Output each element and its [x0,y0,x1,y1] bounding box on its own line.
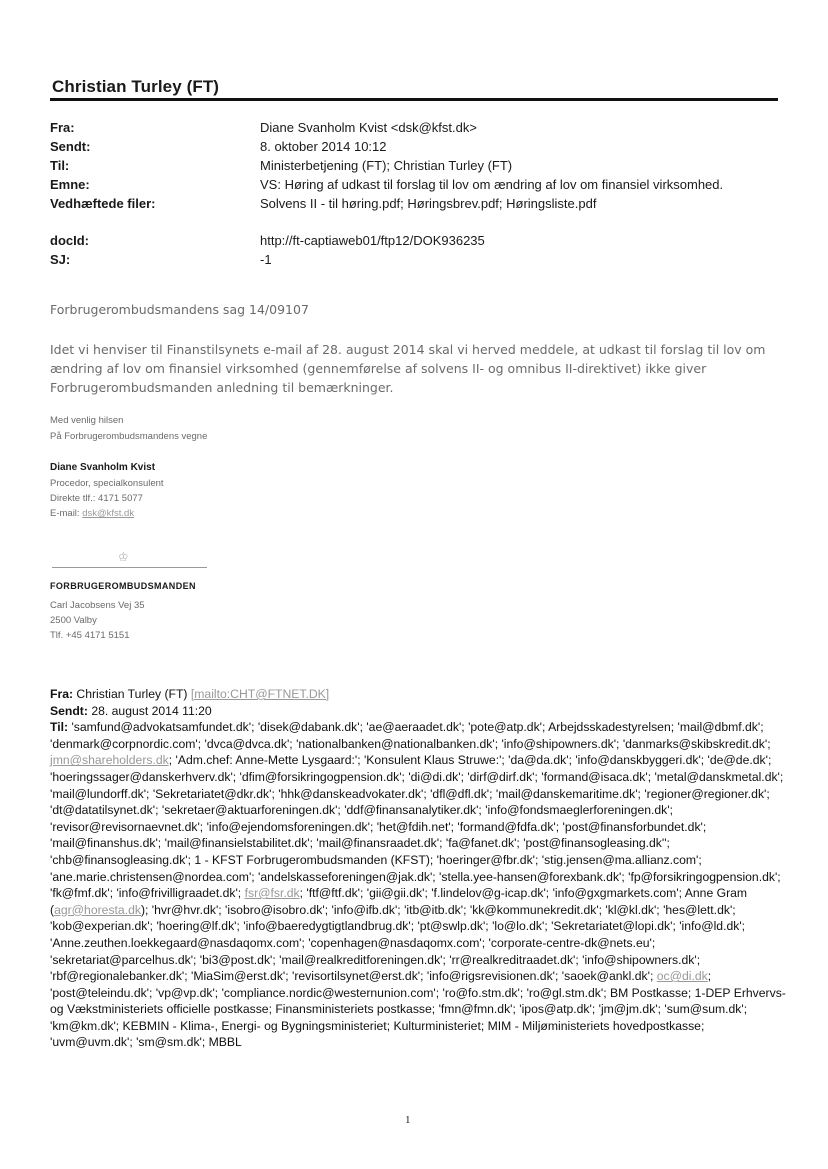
header-label: Fra: [50,120,75,135]
greeting-line-1: Med venlig hilsen [50,415,124,426]
crown-icon: ♔ [118,550,129,564]
address-city: 2500 Valby [50,615,97,626]
header-label: Emne: [50,177,90,192]
fwd-sent-label: Sendt: [50,703,88,718]
fwd-from-label: Fra: [50,687,74,701]
signature-block [50,476,164,521]
signature-email-label: E-mail: [50,508,80,519]
header-value: Diane Svanholm Kvist <dsk@kfst.dk> [260,120,477,135]
fwd-to-text-2: ; 'Adm.chef: Anne-Mette Lysgaard:'; 'Konsulent Klaus Struwe:'; 'da@da.dk'; 'info@danskbyggeri.dk'; 'de@de.dk'; 'hoeringssager@danskerhverv.dk'; 'dfim@forsikringogpension.dk'; 'di@di.dk'; 'dirf@dirf.dk'; 'formand@isaca.dk'; 'metal@danskmetal.dk'; 'mail@lundorff.dk'; 'Sekretariatet@dkr.dk'; 'hhk@danskeadvokater.dk'; 'dfl@dfl.dk'; 'mail@danskemaritime.dk'; 'regioner@regioner.dk'; 'dt@datatilsynet.dk'; 'sekretaer@aktuarforeningen.dk'; 'ddf@finansanalytiker.dk'; 'info@fondsmaeglerforeningen.dk'; 'revisor@revisornaevnet.dk'; 'info@ejendomsforeningen.dk'; 'het@fdih.net'; 'formand@fdfa.dk'; 'post@finansforbundet.dk'; 'mail@finanshus.dk'; 'mail@finansielstabilitet.dk'; 'mail@finansraadet.dk'; 'fa@fanet.dk'; 'post@finansogleasing.dk''; 'chb@finansogleasing.dk'; 1 - KFST Forbrugerombudsmanden (KFST); 'hoeringer@fbr.dk'; 'stig.jensen@ma.allianz.com'; 'ane.marie.christensen@nordea.com'; 'andelskasseforeningen@jak.dk'; 'stella.yee-hansen@forexbank.dk'; 'fp@forsikringogpension.dk'; 'fk@fmf.dk'; 'info@frivilligraadet.dk'; [50,753,784,901]
signature-email-row [50,506,164,521]
fwd-to-link-4[interactable]: oc@di.dk [656,969,708,984]
case-reference: Forbrugerombudsmandens sag 14/09107 [50,302,309,317]
fwd-from-mailto-link[interactable]: [mailto:CHT@FTNET.DK] [190,687,330,701]
title-rule [50,98,778,101]
body-paragraph: Idet vi henviser til Finanstilsynets e-mail af 28. august 2014 skal vi herved meddele, at udkast til forslag til lov om ændring af lov om finansiel virksomhed (gennemførelse af solvens II- og omnibus II-direktivet) ikke giver Forbrugerombudsmanden anledning til bemærkninger. [50,342,766,395]
header-label: docId: [50,233,89,248]
signature-email-link[interactable]: dsk@kfst.dk [82,508,135,519]
fwd-to-link-1[interactable]: jmn@shareholders.dk [50,753,169,768]
fwd-sent-value: 28. august 2014 11:20 [91,703,212,718]
header-value: -1 [260,252,272,267]
address-street: Carl Jacobsens Vej 35 [50,600,145,611]
header-value: 8. oktober 2014 10:12 [260,139,387,154]
address-block [50,598,145,643]
fwd-to-text-4: ); 'hvr@hvr.dk'; 'isobro@isobro.dk'; 'info@ifb.dk'; 'itb@itb.dk'; 'kk@kommunekredit.dk'; 'kl@kl.dk'; 'hes@lett.dk'; 'kob@experian.dk'; 'hoering@lf.dk'; 'info@baeredygtigtlandbrug.dk'; 'pt@swlp.dk'; 'lo@lo.dk'; 'Sekretariatet@lopi.dk'; 'info@ld.dk'; 'Anne.zeuthen.loekkegaard@nasdaqomx.com'; 'copenhagen@nasdaqomx.com'; 'corporate-centre-dk@nets.eu'; 'sekretariat@parcelhus.dk'; 'bi3@post.dk'; 'mail@realkreditforeningen.dk'; 'rr@realkreditraadet.dk'; 'info@shipowners.dk'; 'rbf@regionalebanker.dk'; 'MiaSim@erst.dk'; 'revisortilsynet@erst.dk'; 'info@rigsrevisionen.dk'; 'saoek@ankl.dk'; [50,902,746,984]
forwarded-message [50,686,790,1051]
fwd-sent-row [50,703,790,720]
signature-phone: Direkte tlf.: 4171 5077 [50,493,143,504]
fwd-to-text-1: 'samfund@advokatsamfundet.dk'; 'disek@dabank.dk'; 'ae@aeraadet.dk'; 'pote@atp.dk'; Arbejdsskadestyrelsen; 'mail@dbmf.dk'; 'denmark@corpnordic.com'; 'dvca@dvca.dk'; 'nationalbanken@nationalbanken.dk'; 'info@shipowners.dk'; 'danmarks@skibskredit.dk'; [50,720,771,751]
fwd-to-text-3: ; 'ftf@ftf.dk'; 'gii@gii.dk'; 'f.lindelov@g-icap.dk'; 'info@gxgmarkets.com'; Anne Gram ( [50,886,748,917]
header-value: Solvens II - til høring.pdf; Høringsbrev.pdf; Høringsliste.pdf [260,196,597,211]
address-phone: Tlf. +45 4171 5151 [50,630,130,641]
signature-name: Diane Svanholm Kvist [50,462,156,473]
fwd-to-link-3[interactable]: agr@horesta.dk [54,902,141,917]
fwd-from-row [50,686,790,703]
header-label: Vedhæftede filer: [50,196,156,211]
page-number: 1 [405,1114,411,1126]
organization-logo-text: FORBRUGEROMBUDSMANDEN [50,581,196,591]
greeting-line-2: På Forbrugerombudsmandens vegne [50,431,208,442]
fwd-to-label: Til: [50,720,69,735]
fwd-to-link-2[interactable]: fsr@fsr.dk [244,886,300,901]
signature-title: Procedor, specialkonsulent [50,478,164,489]
header-value: VS: Høring af udkast til forslag til lov om ændring af lov om finansiel virksomhed. [260,177,724,192]
page-title: Christian Turley (FT) [52,77,220,96]
header-label: Til: [50,158,70,173]
header-value: Ministerbetjening (FT); Christian Turley (FT) [260,158,513,173]
header-label: Sendt: [50,139,91,154]
fwd-to-row [50,719,790,1051]
fwd-to-text-5: ; 'post@teleindu.dk'; 'vp@vp.dk'; 'compliance.nordic@westernunion.com'; 'ro@fo.stm.dk'; 'ro@gl.stm.dk'; BM Postkasse; 1-DEP Erhvervs- og Vækstministeriets officielle postkasse; Finansministeriets postkasse; 'fmn@fmn.dk'; 'ipos@atp.dk'; 'jm@jm.dk'; 'sum@sum.dk'; 'km@km.dk'; KEBMIN - Klima-, Energi- og Bygningsministeriet; Kulturministeriet; MIM - Miljøministeriets hovedpostkasse; 'uvm@uvm.dk'; 'sm@sm.dk'; MBBL [50,969,786,1050]
header-label: SJ: [50,252,71,267]
fwd-from-value: Christian Turley (FT) [76,687,188,701]
header-value: http://ft-captiaweb01/ftp12/DOK936235 [260,233,485,248]
logo-rule [52,567,207,568]
